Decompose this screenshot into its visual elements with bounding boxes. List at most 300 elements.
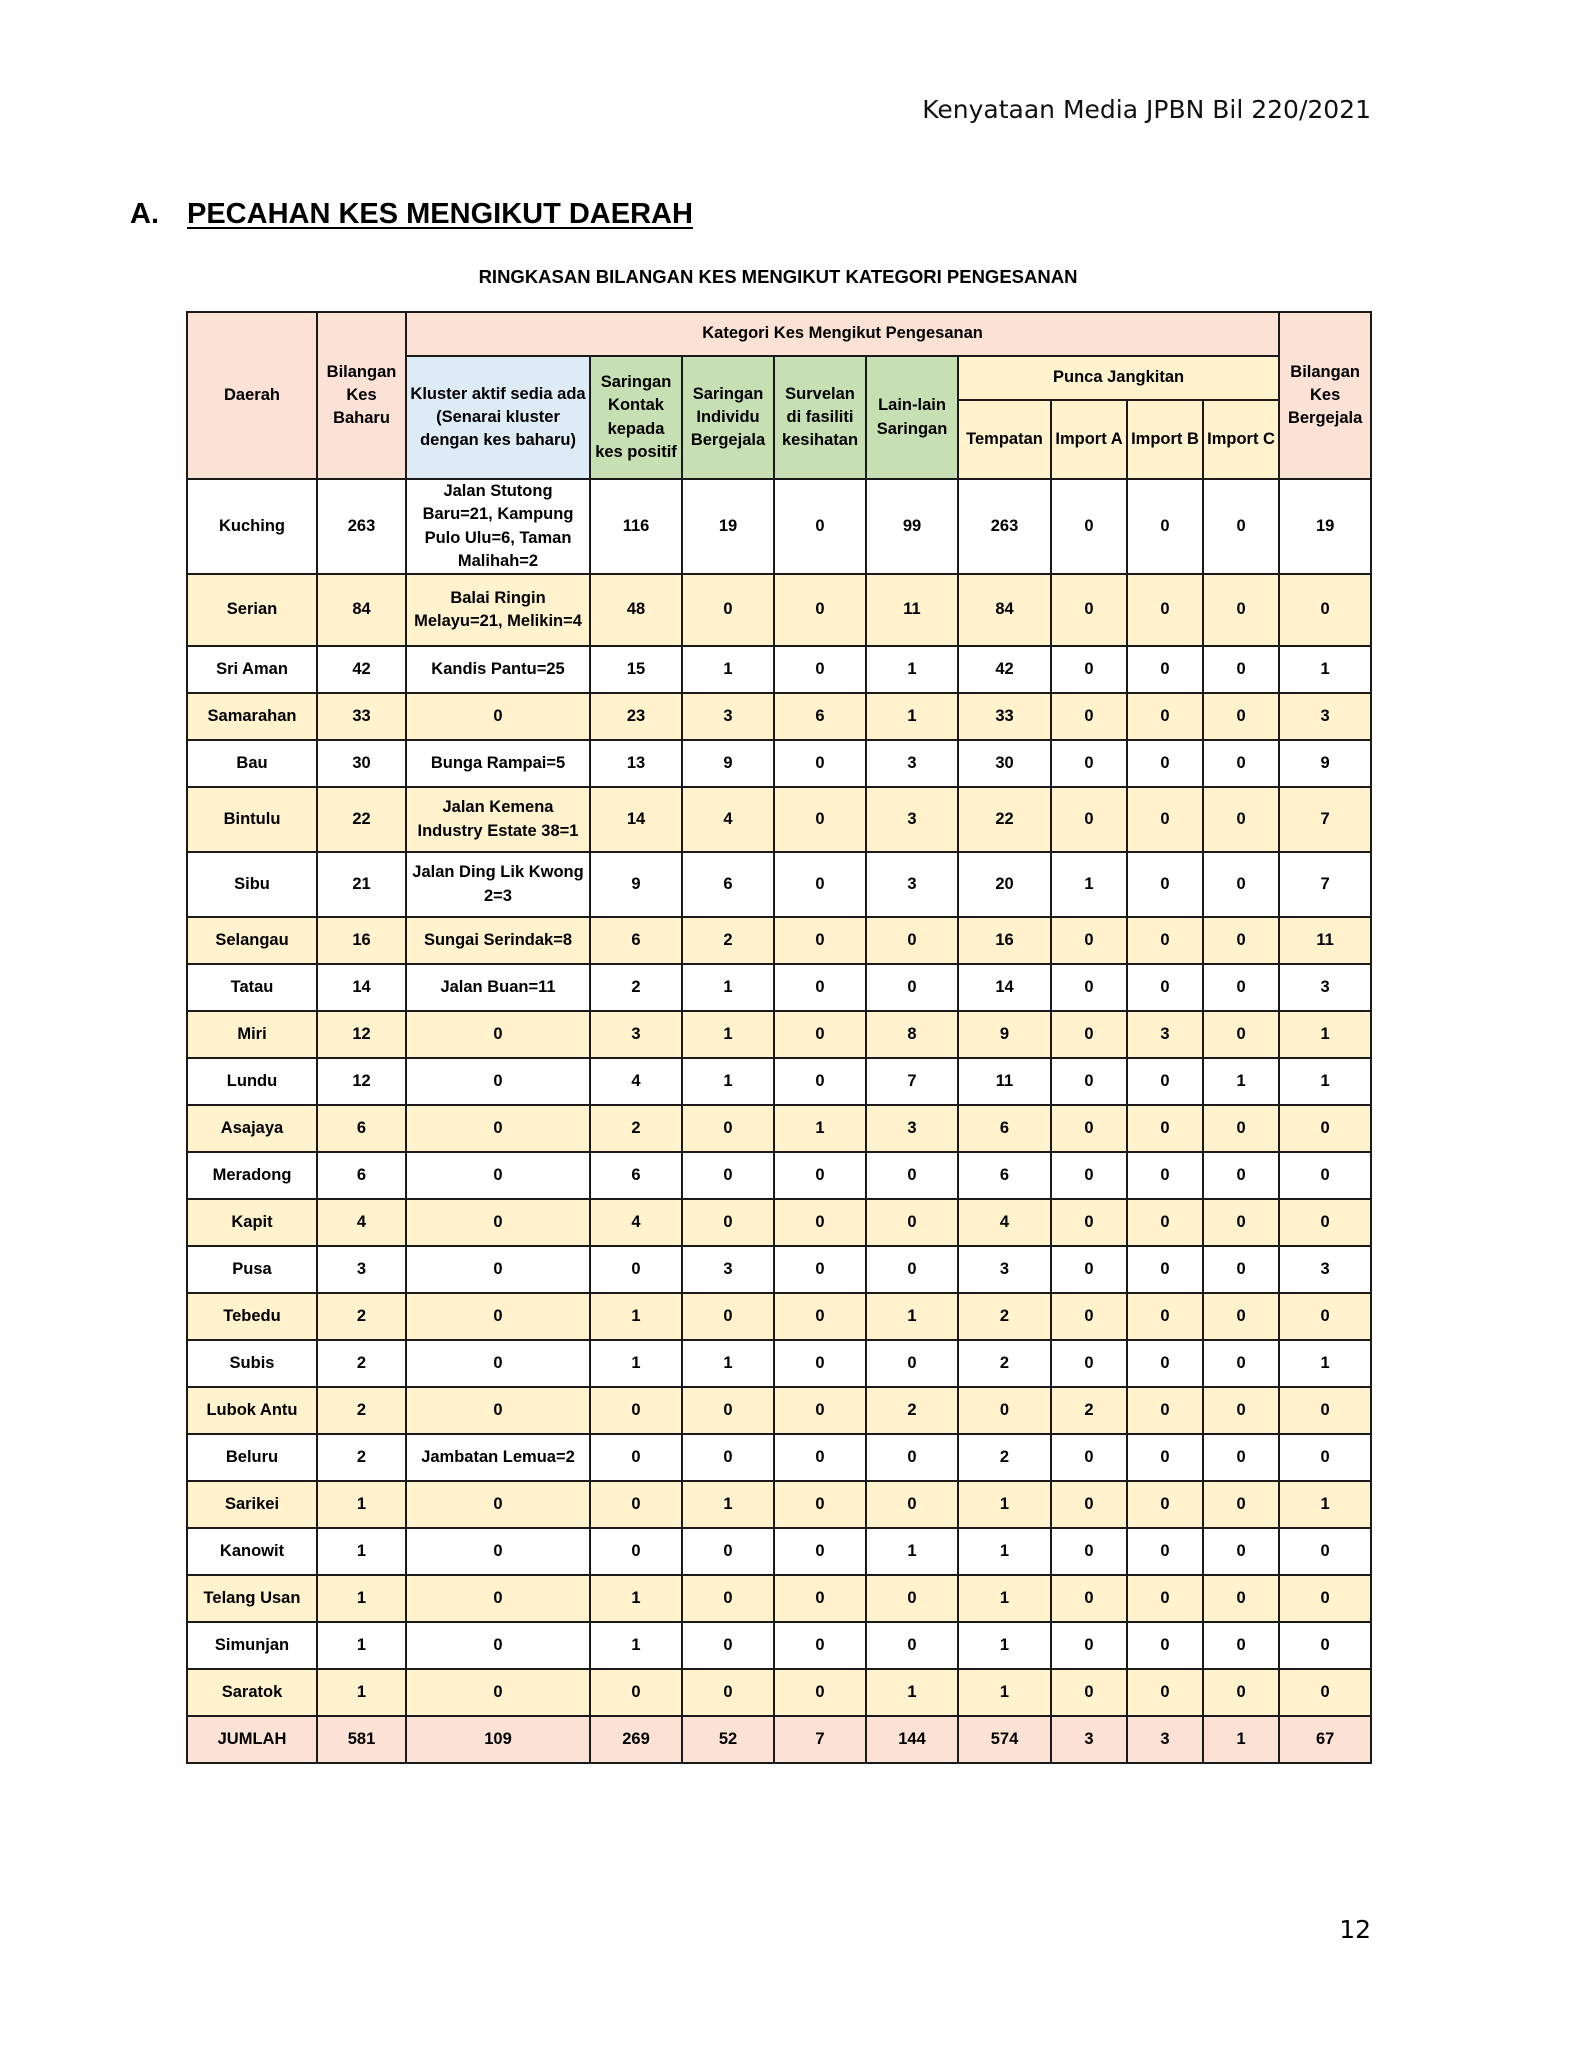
cell-kluster: 0 (406, 1011, 590, 1058)
cell-tempatan: 20 (958, 852, 1051, 917)
cell-saringan-individu: 6 (682, 852, 774, 917)
cell-kluster: 0 (406, 1575, 590, 1622)
cell-daerah: Kuching (187, 479, 317, 574)
cell-import-a: 0 (1051, 1058, 1127, 1105)
table-row (187, 1575, 1371, 1622)
table-row (187, 1387, 1371, 1434)
table-row (187, 852, 1371, 917)
cell-tempatan: 1 (958, 1622, 1051, 1669)
cell-lain-lain: 3 (866, 1105, 958, 1152)
cell-saringan-kontak: 9 (590, 852, 682, 917)
cell-import-b: 0 (1127, 574, 1203, 646)
cell-bilangan-kes-bergejala: 0 (1279, 1387, 1371, 1434)
cell-daerah: Kanowit (187, 1528, 317, 1575)
cell-lain-lain: 11 (866, 574, 958, 646)
cell-bilangan-kes-baharu: 2 (317, 1293, 406, 1340)
cell-saringan-kontak: 3 (590, 1011, 682, 1058)
cell-import-a: 0 (1051, 1575, 1127, 1622)
cell-tempatan: 2 (958, 1340, 1051, 1387)
cell-lain-lain: 0 (866, 1481, 958, 1528)
cell-import-c: 0 (1203, 574, 1279, 646)
cell-saringan-kontak: 1 (590, 1575, 682, 1622)
cell-kluster: 0 (406, 693, 590, 740)
cell-survelan: 0 (774, 964, 866, 1011)
cell-kluster: 0 (406, 1246, 590, 1293)
section-title: PECAHAN KES MENGIKUT DAERAH (187, 198, 693, 230)
total-kluster: 109 (406, 1716, 590, 1763)
cell-tempatan: 42 (958, 646, 1051, 693)
cell-kluster: Jalan Stutong Baru=21, Kampung Pulo Ulu=6, Taman Malihah=2 (406, 479, 590, 574)
cell-import-b: 0 (1127, 1434, 1203, 1481)
cell-import-a: 0 (1051, 1152, 1127, 1199)
cell-saringan-individu: 0 (682, 1105, 774, 1152)
cell-daerah: Sibu (187, 852, 317, 917)
cell-bilangan-kes-bergejala: 0 (1279, 1199, 1371, 1246)
cell-import-b: 0 (1127, 1199, 1203, 1246)
cell-daerah: Miri (187, 1011, 317, 1058)
cell-survelan: 0 (774, 1387, 866, 1434)
section-heading (130, 198, 693, 231)
cell-kluster: 0 (406, 1105, 590, 1152)
cell-import-a: 0 (1051, 1528, 1127, 1575)
total-bilangan-kes-bergejala: 67 (1279, 1716, 1371, 1763)
table-row (187, 917, 1371, 964)
cell-kluster: Kandis Pantu=25 (406, 646, 590, 693)
cell-survelan: 0 (774, 1058, 866, 1105)
cell-daerah: Meradong (187, 1152, 317, 1199)
cell-bilangan-kes-baharu: 12 (317, 1058, 406, 1105)
cell-import-c: 0 (1203, 1152, 1279, 1199)
total-survelan: 7 (774, 1716, 866, 1763)
cell-import-c: 0 (1203, 1105, 1279, 1152)
cell-import-a: 0 (1051, 787, 1127, 852)
cell-import-b: 0 (1127, 1340, 1203, 1387)
cell-saringan-individu: 0 (682, 1434, 774, 1481)
cell-tempatan: 2 (958, 1293, 1051, 1340)
cell-import-b: 0 (1127, 1293, 1203, 1340)
header-survelan: Survelan di fasiliti kesihatan (774, 356, 866, 479)
cell-import-b: 0 (1127, 1105, 1203, 1152)
cell-saringan-individu: 19 (682, 479, 774, 574)
cell-survelan: 1 (774, 1105, 866, 1152)
table-body (187, 479, 1371, 1763)
cell-daerah: Tebedu (187, 1293, 317, 1340)
cell-bilangan-kes-baharu: 16 (317, 917, 406, 964)
cell-saringan-kontak: 1 (590, 1340, 682, 1387)
cell-tempatan: 1 (958, 1481, 1051, 1528)
cell-import-b: 0 (1127, 787, 1203, 852)
table-row (187, 1199, 1371, 1246)
cell-import-a: 0 (1051, 1011, 1127, 1058)
cell-lain-lain: 8 (866, 1011, 958, 1058)
cell-import-b: 0 (1127, 964, 1203, 1011)
cell-daerah: Sarikei (187, 1481, 317, 1528)
cell-daerah: Tatau (187, 964, 317, 1011)
header-kategori-group: Kategori Kes Mengikut Pengesanan (406, 312, 1279, 356)
cell-daerah: Simunjan (187, 1622, 317, 1669)
cell-bilangan-kes-bergejala: 0 (1279, 1528, 1371, 1575)
cell-lain-lain: 2 (866, 1387, 958, 1434)
cell-kluster: Jalan Kemena Industry Estate 38=1 (406, 787, 590, 852)
cell-tempatan: 263 (958, 479, 1051, 574)
cell-saringan-individu: 3 (682, 1246, 774, 1293)
cell-saringan-individu: 2 (682, 917, 774, 964)
cell-saringan-individu: 1 (682, 1058, 774, 1105)
cell-import-c: 0 (1203, 1434, 1279, 1481)
cell-kluster: 0 (406, 1058, 590, 1105)
cell-import-a: 0 (1051, 740, 1127, 787)
cell-bilangan-kes-baharu: 2 (317, 1387, 406, 1434)
cell-import-c: 0 (1203, 787, 1279, 852)
cell-saringan-kontak: 1 (590, 1622, 682, 1669)
cell-saringan-kontak: 4 (590, 1058, 682, 1105)
cell-daerah: Saratok (187, 1669, 317, 1716)
cell-import-b: 0 (1127, 646, 1203, 693)
cell-daerah: Samarahan (187, 693, 317, 740)
cell-bilangan-kes-bergejala: 1 (1279, 1058, 1371, 1105)
cell-survelan: 0 (774, 787, 866, 852)
cell-import-c: 0 (1203, 646, 1279, 693)
header-saringan-individu: Saringan Individu Bergejala (682, 356, 774, 479)
cell-kluster: Jalan Buan=11 (406, 964, 590, 1011)
cell-import-a: 0 (1051, 1105, 1127, 1152)
cell-import-c: 0 (1203, 1340, 1279, 1387)
section-letter: A. (130, 198, 159, 230)
cell-import-a: 0 (1051, 1293, 1127, 1340)
total-import-b: 3 (1127, 1716, 1203, 1763)
cell-saringan-individu: 1 (682, 1481, 774, 1528)
cell-bilangan-kes-baharu: 2 (317, 1340, 406, 1387)
cell-kluster: 0 (406, 1387, 590, 1434)
total-saringan-individu: 52 (682, 1716, 774, 1763)
cell-import-a: 0 (1051, 917, 1127, 964)
cell-lain-lain: 0 (866, 1622, 958, 1669)
cell-kluster: 0 (406, 1481, 590, 1528)
cell-tempatan: 6 (958, 1105, 1051, 1152)
cell-daerah: Bintulu (187, 787, 317, 852)
cell-tempatan: 1 (958, 1575, 1051, 1622)
cell-lain-lain: 0 (866, 1434, 958, 1481)
header-import-c: Import C (1203, 400, 1279, 479)
cell-import-c: 0 (1203, 740, 1279, 787)
cell-survelan: 0 (774, 479, 866, 574)
cell-tempatan: 1 (958, 1528, 1051, 1575)
cell-survelan: 0 (774, 1481, 866, 1528)
cell-import-b: 0 (1127, 1481, 1203, 1528)
cell-kluster: 0 (406, 1622, 590, 1669)
cell-daerah: Pusa (187, 1246, 317, 1293)
cell-lain-lain: 0 (866, 964, 958, 1011)
cell-saringan-individu: 1 (682, 1340, 774, 1387)
cell-bilangan-kes-bergejala: 19 (1279, 479, 1371, 574)
cell-lain-lain: 0 (866, 1246, 958, 1293)
cell-bilangan-kes-baharu: 33 (317, 693, 406, 740)
cell-kluster: Jalan Ding Lik Kwong 2=3 (406, 852, 590, 917)
cell-tempatan: 0 (958, 1387, 1051, 1434)
cell-lain-lain: 1 (866, 646, 958, 693)
header-saringan-kontak: Saringan Kontak kepada kes positif (590, 356, 682, 479)
cell-tempatan: 30 (958, 740, 1051, 787)
cell-import-c: 0 (1203, 1011, 1279, 1058)
cell-lain-lain: 1 (866, 1669, 958, 1716)
cell-import-a: 0 (1051, 1434, 1127, 1481)
cell-saringan-kontak: 13 (590, 740, 682, 787)
cell-tempatan: 84 (958, 574, 1051, 646)
cell-daerah: Kapit (187, 1199, 317, 1246)
cell-lain-lain: 3 (866, 740, 958, 787)
cell-import-c: 0 (1203, 917, 1279, 964)
table-row (187, 964, 1371, 1011)
cell-kluster: 0 (406, 1528, 590, 1575)
cell-tempatan: 3 (958, 1246, 1051, 1293)
cell-daerah: Subis (187, 1340, 317, 1387)
cell-survelan: 0 (774, 646, 866, 693)
cell-daerah: Serian (187, 574, 317, 646)
total-daerah: JUMLAH (187, 1716, 317, 1763)
cell-tempatan: 22 (958, 787, 1051, 852)
table-row (187, 646, 1371, 693)
header-bilangan-kes-bergejala: Bilangan Kes Bergejala (1279, 312, 1371, 479)
cell-survelan: 0 (774, 1011, 866, 1058)
cell-survelan: 0 (774, 1293, 866, 1340)
cell-bilangan-kes-bergejala: 11 (1279, 917, 1371, 964)
header-lain-lain: Lain-lain Saringan (866, 356, 958, 479)
cell-saringan-kontak: 0 (590, 1246, 682, 1293)
cell-import-b: 0 (1127, 1622, 1203, 1669)
table-row (187, 1481, 1371, 1528)
cell-bilangan-kes-bergejala: 1 (1279, 646, 1371, 693)
table-row (187, 1434, 1371, 1481)
cell-saringan-individu: 9 (682, 740, 774, 787)
header-punca-group: Punca Jangkitan (958, 356, 1279, 400)
table-row (187, 1622, 1371, 1669)
cell-bilangan-kes-bergejala: 1 (1279, 1011, 1371, 1058)
cell-bilangan-kes-baharu: 30 (317, 740, 406, 787)
cell-import-a: 0 (1051, 479, 1127, 574)
cell-import-b: 0 (1127, 479, 1203, 574)
cell-import-a: 1 (1051, 852, 1127, 917)
cell-bilangan-kes-baharu: 1 (317, 1622, 406, 1669)
cell-import-c: 0 (1203, 693, 1279, 740)
cell-daerah: Telang Usan (187, 1575, 317, 1622)
cell-bilangan-kes-bergejala: 3 (1279, 693, 1371, 740)
cell-lain-lain: 1 (866, 693, 958, 740)
cell-tempatan: 1 (958, 1669, 1051, 1716)
cell-survelan: 0 (774, 1340, 866, 1387)
cell-survelan: 0 (774, 917, 866, 964)
cell-bilangan-kes-baharu: 14 (317, 964, 406, 1011)
cell-saringan-individu: 0 (682, 1575, 774, 1622)
header-import-b: Import B (1127, 400, 1203, 479)
cell-survelan: 0 (774, 1152, 866, 1199)
cell-daerah: Lubok Antu (187, 1387, 317, 1434)
cell-kluster: Balai Ringin Melayu=21, Melikin=4 (406, 574, 590, 646)
cell-bilangan-kes-bergejala: 0 (1279, 1152, 1371, 1199)
cell-import-b: 3 (1127, 1011, 1203, 1058)
cell-survelan: 0 (774, 1199, 866, 1246)
cell-survelan: 0 (774, 1434, 866, 1481)
cell-saringan-kontak: 0 (590, 1387, 682, 1434)
cell-survelan: 6 (774, 693, 866, 740)
cell-lain-lain: 7 (866, 1058, 958, 1105)
cell-import-b: 0 (1127, 852, 1203, 917)
cell-bilangan-kes-bergejala: 1 (1279, 1481, 1371, 1528)
document-reference: Kenyataan Media JPBN Bil 220/2021 (922, 95, 1371, 124)
cell-bilangan-kes-baharu: 6 (317, 1152, 406, 1199)
cell-kluster: Bunga Rampai=5 (406, 740, 590, 787)
cell-survelan: 0 (774, 1528, 866, 1575)
cell-saringan-kontak: 14 (590, 787, 682, 852)
cell-bilangan-kes-bergejala: 0 (1279, 1105, 1371, 1152)
cell-daerah: Beluru (187, 1434, 317, 1481)
cell-saringan-individu: 3 (682, 693, 774, 740)
cell-lain-lain: 1 (866, 1293, 958, 1340)
total-import-c: 1 (1203, 1716, 1279, 1763)
cell-import-a: 0 (1051, 693, 1127, 740)
cell-saringan-kontak: 6 (590, 1152, 682, 1199)
cell-import-a: 0 (1051, 646, 1127, 693)
table-row (187, 1340, 1371, 1387)
cell-saringan-individu: 1 (682, 646, 774, 693)
cell-saringan-kontak: 1 (590, 1293, 682, 1340)
cell-kluster: 0 (406, 1152, 590, 1199)
cell-import-a: 0 (1051, 1622, 1127, 1669)
cell-bilangan-kes-baharu: 3 (317, 1246, 406, 1293)
cell-import-b: 0 (1127, 1246, 1203, 1293)
total-lain-lain: 144 (866, 1716, 958, 1763)
cell-bilangan-kes-baharu: 42 (317, 646, 406, 693)
cell-daerah: Lundu (187, 1058, 317, 1105)
total-saringan-kontak: 269 (590, 1716, 682, 1763)
cell-import-b: 0 (1127, 1387, 1203, 1434)
cell-bilangan-kes-baharu: 21 (317, 852, 406, 917)
cell-import-c: 0 (1203, 1387, 1279, 1434)
cell-import-b: 0 (1127, 1152, 1203, 1199)
cell-saringan-kontak: 0 (590, 1669, 682, 1716)
table-caption: RINGKASAN BILANGAN KES MENGIKUT KATEGORI PENGESANAN (478, 266, 1078, 287)
table-row (187, 787, 1371, 852)
cell-import-c: 0 (1203, 1293, 1279, 1340)
cell-bilangan-kes-bergejala: 0 (1279, 1669, 1371, 1716)
cell-saringan-individu: 0 (682, 1387, 774, 1434)
cell-import-c: 0 (1203, 1199, 1279, 1246)
cell-import-a: 2 (1051, 1387, 1127, 1434)
cell-saringan-kontak: 4 (590, 1199, 682, 1246)
cell-import-a: 0 (1051, 964, 1127, 1011)
cell-saringan-individu: 1 (682, 964, 774, 1011)
cell-saringan-kontak: 0 (590, 1434, 682, 1481)
cell-import-b: 0 (1127, 1669, 1203, 1716)
cell-survelan: 0 (774, 1246, 866, 1293)
cell-import-a: 0 (1051, 1246, 1127, 1293)
cell-bilangan-kes-baharu: 1 (317, 1575, 406, 1622)
cell-lain-lain: 1 (866, 1528, 958, 1575)
cell-import-b: 0 (1127, 1528, 1203, 1575)
cell-import-c: 0 (1203, 1575, 1279, 1622)
cell-survelan: 0 (774, 852, 866, 917)
cell-saringan-individu: 0 (682, 1199, 774, 1246)
cell-saringan-individu: 0 (682, 574, 774, 646)
cell-bilangan-kes-baharu: 84 (317, 574, 406, 646)
header-bilangan-kes-baharu: Bilangan Kes Baharu (317, 312, 406, 479)
header-tempatan: Tempatan (958, 400, 1051, 479)
cell-saringan-individu: 0 (682, 1528, 774, 1575)
cell-kluster: 0 (406, 1199, 590, 1246)
cell-saringan-kontak: 2 (590, 1105, 682, 1152)
cell-saringan-kontak: 0 (590, 1528, 682, 1575)
cell-lain-lain: 0 (866, 1199, 958, 1246)
cell-bilangan-kes-baharu: 1 (317, 1481, 406, 1528)
cell-saringan-kontak: 2 (590, 964, 682, 1011)
cell-import-c: 0 (1203, 1246, 1279, 1293)
cell-survelan: 0 (774, 1575, 866, 1622)
cell-tempatan: 9 (958, 1011, 1051, 1058)
cell-import-c: 0 (1203, 1528, 1279, 1575)
cell-bilangan-kes-bergejala: 0 (1279, 1575, 1371, 1622)
cell-bilangan-kes-baharu: 12 (317, 1011, 406, 1058)
cell-lain-lain: 99 (866, 479, 958, 574)
cell-tempatan: 2 (958, 1434, 1051, 1481)
cell-saringan-individu: 0 (682, 1152, 774, 1199)
table-row (187, 1246, 1371, 1293)
cell-import-a: 0 (1051, 1669, 1127, 1716)
cell-import-c: 0 (1203, 1481, 1279, 1528)
cell-import-c: 0 (1203, 1622, 1279, 1669)
cell-bilangan-kes-bergejala: 7 (1279, 787, 1371, 852)
table-row (187, 479, 1371, 574)
cell-bilangan-kes-bergejala: 0 (1279, 1434, 1371, 1481)
cell-import-b: 0 (1127, 917, 1203, 964)
cell-bilangan-kes-bergejala: 3 (1279, 964, 1371, 1011)
cell-bilangan-kes-baharu: 4 (317, 1199, 406, 1246)
cell-import-b: 0 (1127, 1575, 1203, 1622)
cell-kluster: 0 (406, 1669, 590, 1716)
table-row (187, 1058, 1371, 1105)
cell-kluster: Sungai Serindak=8 (406, 917, 590, 964)
page-number: 12 (1339, 1915, 1371, 1944)
header-daerah: Daerah (187, 312, 317, 479)
cell-saringan-individu: 4 (682, 787, 774, 852)
cell-tempatan: 4 (958, 1199, 1051, 1246)
cell-daerah: Bau (187, 740, 317, 787)
cell-survelan: 0 (774, 574, 866, 646)
cell-lain-lain: 0 (866, 1575, 958, 1622)
cell-tempatan: 16 (958, 917, 1051, 964)
cell-import-b: 0 (1127, 1058, 1203, 1105)
cell-bilangan-kes-bergejala: 7 (1279, 852, 1371, 917)
total-tempatan: 574 (958, 1716, 1051, 1763)
cell-bilangan-kes-bergejala: 9 (1279, 740, 1371, 787)
table-row (187, 1669, 1371, 1716)
cell-saringan-individu: 1 (682, 1011, 774, 1058)
cell-saringan-kontak: 0 (590, 1481, 682, 1528)
total-bilangan-kes-baharu: 581 (317, 1716, 406, 1763)
cell-bilangan-kes-baharu: 1 (317, 1528, 406, 1575)
cell-import-b: 0 (1127, 740, 1203, 787)
table-row (187, 693, 1371, 740)
cases-by-district-table (186, 311, 1372, 1764)
cell-lain-lain: 0 (866, 917, 958, 964)
cell-tempatan: 11 (958, 1058, 1051, 1105)
cell-saringan-kontak: 48 (590, 574, 682, 646)
cell-lain-lain: 3 (866, 787, 958, 852)
cell-tempatan: 14 (958, 964, 1051, 1011)
cell-bilangan-kes-bergejala: 0 (1279, 1622, 1371, 1669)
cell-import-a: 0 (1051, 1199, 1127, 1246)
cell-bilangan-kes-bergejala: 1 (1279, 1340, 1371, 1387)
cell-daerah: Sri Aman (187, 646, 317, 693)
cell-import-c: 0 (1203, 964, 1279, 1011)
